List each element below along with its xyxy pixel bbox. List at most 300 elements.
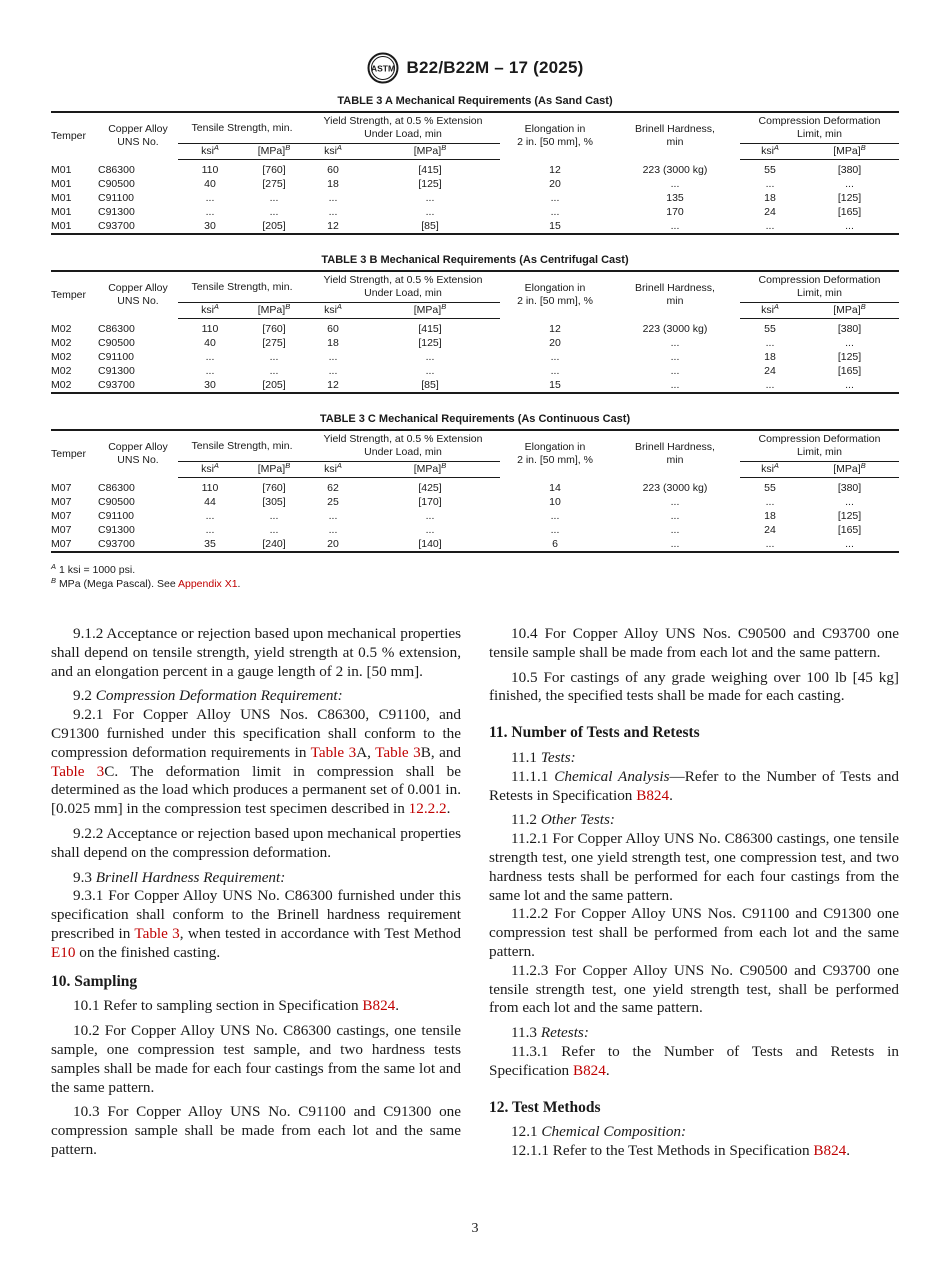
cell-compression-ksi: ... <box>740 537 800 552</box>
header-compression-line2: Limit, min <box>797 287 842 299</box>
cell-tensile-mpa: ... <box>269 206 279 218</box>
header-alloy-line2: UNS No. <box>117 454 159 467</box>
cell-tensile-ksi: ... <box>205 524 215 536</box>
cell-elongation: ... <box>550 524 560 536</box>
cell-brinell: ... <box>610 378 740 393</box>
cell-temper: M01 <box>51 192 72 204</box>
text-run: —Refer to the Number of Tests and Retests in Specification <box>489 767 900 804</box>
header-brinell <box>610 112 740 160</box>
cell-compression-ksi: 18 <box>764 351 776 363</box>
text-run: 9.3.1 For Copper Alloy UNS No. C86300 furnished under this specification shall conform to the Brinell hardness requirement prescribed in <box>51 887 461 942</box>
unit-mpa: [MPa] <box>833 145 861 157</box>
table-row <box>51 191 899 205</box>
unit-ksi: ksi <box>201 145 214 157</box>
header-compression-line1: Compression Deformation <box>758 115 881 127</box>
page-number: 3 <box>471 1221 479 1236</box>
cell-yield-ksi: 25 <box>327 496 339 508</box>
table-row <box>51 160 899 178</box>
unit-mpa: [MPa] <box>413 145 442 157</box>
cell-alloy: C93700 <box>98 219 178 234</box>
table-3b <box>51 254 899 394</box>
table-caption: TABLE 3 C Mechanical Requirements (As Continuous Cast) <box>319 413 631 425</box>
cell-tensile-mpa: ... <box>269 192 279 204</box>
text-run: . <box>605 1061 610 1079</box>
cell-yield-ksi: 18 <box>327 178 339 190</box>
cell-tensile-ksi: 40 <box>204 178 216 190</box>
header-elongation <box>500 271 610 319</box>
header-yield <box>306 430 500 462</box>
header-compression <box>740 271 899 303</box>
footnote-mark-b: B <box>441 302 447 311</box>
header-tensile-label: Tensile Strength, min. <box>191 439 293 452</box>
paragraph-9-1-2: 9.1.2 Acceptance or rejection based upon mechanical properties shall depend on tensile strength, yield strength at 0.5 % extension, and an elongation percent in a gauge length of 2 in. [50 mm]. <box>51 625 461 680</box>
header-elongation-line1: Elongation in <box>524 282 586 295</box>
table-row <box>51 336 899 350</box>
section-number: 11.1 <box>511 748 538 766</box>
cell-compression-mpa: [125] <box>837 510 862 522</box>
footnote-a-mark: A <box>51 562 57 571</box>
header-yield-line1: Yield Strength, at 0.5 % Extension <box>323 433 483 445</box>
subheader-mpa <box>242 303 306 319</box>
paragraph-9-3-1 <box>51 887 461 962</box>
cell-yield-ksi: ... <box>328 510 338 522</box>
header-alloy-line1: Copper Alloy <box>108 123 168 136</box>
table-3c <box>51 413 899 553</box>
cell-temper: M02 <box>51 365 72 377</box>
cell-yield-mpa: ... <box>425 351 435 363</box>
footnote-b-text: MPa (Mega Pascal). See <box>58 578 178 590</box>
cell-tensile-mpa: ... <box>269 365 279 377</box>
cell-alloy: C91300 <box>98 524 135 536</box>
table-row <box>51 319 899 337</box>
cell-alloy: C86300 <box>98 322 135 335</box>
e10-link[interactable]: E10 <box>51 943 76 961</box>
table-row <box>51 537 899 552</box>
subheader-ksi <box>306 462 360 478</box>
section-11-2-heading <box>489 811 899 830</box>
unit-mpa: [MPa] <box>413 304 442 316</box>
section-number: 9.3 <box>73 868 92 886</box>
text-run: A, <box>356 743 376 761</box>
cell-compression-mpa: [125] <box>837 192 862 204</box>
unit-ksi: ksi <box>761 304 774 316</box>
section-title: Retests: <box>540 1024 589 1042</box>
cell-tensile-ksi: 110 <box>201 323 219 335</box>
footnote-mark-a: A <box>336 302 342 311</box>
cell-brinell: 223 (3000 kg) <box>642 322 708 335</box>
unit-mpa: [MPa] <box>257 304 286 316</box>
cell-yield-mpa: ... <box>425 206 435 218</box>
cell-tensile-mpa: [760] <box>262 164 286 176</box>
header-alloy-line1: Copper Alloy <box>108 441 168 454</box>
cell-temper: M02 <box>51 322 72 335</box>
header-brinell-line1: Brinell Hardness, <box>635 282 715 295</box>
cell-tensile-ksi: ... <box>205 351 215 363</box>
cell-alloy: C86300 <box>98 163 135 176</box>
header-tensile <box>178 430 306 462</box>
cell-alloy: C91100 <box>98 510 135 522</box>
subheader-ksi <box>178 303 242 319</box>
cell-yield-ksi: 60 <box>327 323 339 335</box>
cell-temper: M01 <box>51 163 72 176</box>
footnote-a <box>51 563 240 577</box>
section-number: 12.1 <box>511 1123 538 1141</box>
cell-tensile-mpa: ... <box>269 510 279 522</box>
footnote-mark-a: A <box>213 461 219 470</box>
header-tensile <box>178 271 306 303</box>
header-brinell-line1: Brinell Hardness, <box>635 441 715 454</box>
cell-yield-ksi: ... <box>328 206 338 218</box>
subheader-mpa <box>360 144 500 160</box>
section-number: 11.1.1 <box>511 767 549 785</box>
cell-compression-ksi: 55 <box>764 164 776 176</box>
cell-elongation: ... <box>550 510 560 522</box>
cell-brinell: 223 (3000 kg) <box>642 163 708 176</box>
section-11-3-heading <box>489 1024 899 1043</box>
cell-yield-ksi: 18 <box>327 337 339 349</box>
footnote-mark-b: B <box>441 143 447 152</box>
header-elongation-line2: 2 in. [50 mm], % <box>517 295 593 308</box>
cell-temper: M07 <box>51 510 72 522</box>
section-9-2-heading <box>51 687 461 706</box>
section-11-1-heading <box>489 749 899 768</box>
subheader-mpa <box>800 144 899 160</box>
header-alloy <box>98 430 178 478</box>
table-row <box>51 523 899 537</box>
unit-ksi: ksi <box>324 463 337 475</box>
text-run: . <box>669 786 673 804</box>
unit-ksi: ksi <box>324 304 337 316</box>
cell-yield-ksi: 60 <box>327 164 339 176</box>
cell-tensile-mpa: [240] <box>242 537 306 552</box>
footnote-mark-b: B <box>860 143 866 152</box>
unit-mpa: [MPa] <box>833 463 861 475</box>
cell-yield-mpa: ... <box>425 510 435 522</box>
header-tensile <box>178 112 306 144</box>
section-10-heading: 10. Sampling <box>51 972 138 990</box>
section-title: Other Tests: <box>540 811 615 829</box>
section-11-heading: 11. Number of Tests and Retests <box>489 724 700 742</box>
cell-alloy: C91300 <box>98 206 135 218</box>
subheader-ksi <box>740 144 800 160</box>
header-brinell-line1: Brinell Hardness, <box>635 123 715 136</box>
cell-temper: M01 <box>51 219 98 234</box>
document-header <box>0 50 950 86</box>
header-alloy-line2: UNS No. <box>117 295 159 308</box>
cell-yield-mpa: [140] <box>360 537 500 552</box>
subheader-mpa <box>242 144 306 160</box>
section-title: Chemical Analysis <box>554 767 670 785</box>
cell-compression-ksi: ... <box>740 219 800 234</box>
cell-elongation: ... <box>550 192 560 204</box>
cell-brinell: ... <box>610 537 740 552</box>
cell-temper: M02 <box>51 351 72 363</box>
cell-compression-mpa: ... <box>800 537 899 552</box>
cell-yield-ksi: ... <box>328 365 338 377</box>
cell-compression-ksi: 24 <box>764 206 776 218</box>
cell-elongation: ... <box>550 365 560 377</box>
cell-compression-ksi: ... <box>765 496 775 508</box>
text-run: on the finished casting. <box>75 943 221 961</box>
paragraph-10-4: 10.4 For Copper Alloy UNS Nos. C90500 and C93700 one tensile sample shall be made from each lot and the same pattern. <box>489 625 899 661</box>
cell-compression-mpa: ... <box>845 178 854 190</box>
cell-compression-mpa: [380] <box>837 482 862 494</box>
b824-link[interactable]: B824 <box>362 997 396 1015</box>
cell-compression-ksi: 24 <box>764 524 776 536</box>
cell-tensile-mpa: ... <box>269 524 279 536</box>
text-run: 12.1.1 Refer to the Test Methods in Specification <box>511 1142 814 1160</box>
cell-compression-mpa: [165] <box>837 206 862 218</box>
cell-tensile-ksi: 30 <box>178 378 242 393</box>
b824-link[interactable]: B824 <box>636 786 670 804</box>
cell-temper: M07 <box>51 537 98 552</box>
table-3a <box>51 95 899 235</box>
table-row <box>51 350 899 364</box>
cell-tensile-ksi: 35 <box>178 537 242 552</box>
cell-temper: M01 <box>51 206 72 218</box>
table-row <box>51 205 899 219</box>
cell-compression-mpa: ... <box>845 496 854 508</box>
table-row <box>51 177 899 191</box>
unit-mpa: [MPa] <box>257 463 286 475</box>
paragraph-11-2-2: 11.2.2 For Copper Alloy UNS Nos. C91100 and C91300 one compression test shall be performed from each lot and the same pattern. <box>489 905 899 960</box>
subheader-ksi <box>178 462 242 478</box>
cell-elongation: 20 <box>549 178 561 190</box>
cell-compression-ksi: 55 <box>764 323 776 335</box>
text-run: , when tested in accordance with Test Method <box>179 924 461 942</box>
cell-yield-mpa: ... <box>425 524 435 536</box>
header-alloy <box>98 271 178 319</box>
header-yield <box>306 271 500 303</box>
paragraph-9-2-2: 9.2.2 Acceptance or rejection based upon mechanical properties shall depend on the compression deformation. <box>51 824 461 861</box>
section-9-3-heading <box>51 869 461 888</box>
cell-yield-mpa: [415] <box>418 164 442 176</box>
footnote-mark-a: A <box>213 143 219 152</box>
subheader-ksi <box>740 462 800 478</box>
cell-yield-ksi: 20 <box>306 537 360 552</box>
table-3-link[interactable]: Table 3 <box>375 743 421 761</box>
footnote-b-mark: B <box>51 576 57 585</box>
cell-temper: M07 <box>51 496 72 508</box>
footnote-mark-b: B <box>860 302 866 311</box>
unit-mpa: [MPa] <box>413 463 442 475</box>
appendix-x1-link[interactable]: Appendix X1 <box>178 578 238 590</box>
cell-compression-mpa: [125] <box>837 351 862 363</box>
footnote-mark-b: B <box>285 143 291 152</box>
cell-brinell: ... <box>670 524 680 536</box>
cell-alloy: C93700 <box>98 537 178 552</box>
subheader-ksi <box>740 303 800 319</box>
header-compression-line2: Limit, min <box>797 128 842 140</box>
cell-brinell: ... <box>670 178 680 190</box>
header-brinell <box>610 271 740 319</box>
header-tensile-label: Tensile Strength, min. <box>191 280 293 293</box>
text-run: B, and <box>420 743 462 761</box>
astm-logo-text: ASTM <box>370 63 395 74</box>
header-temper-label: Temper <box>51 129 87 142</box>
cell-tensile-ksi: 40 <box>204 337 216 349</box>
unit-ksi: ksi <box>324 145 337 157</box>
footnote-mark-a: A <box>213 302 219 311</box>
cell-compression-ksi: 24 <box>764 365 776 377</box>
subheader-ksi <box>178 144 242 160</box>
cell-brinell: ... <box>670 496 680 508</box>
header-elongation <box>500 112 610 160</box>
footnote-mark-a: A <box>336 461 342 470</box>
cell-alloy: C90500 <box>98 496 135 508</box>
table-caption: TABLE 3 A Mechanical Requirements (As Sand Cast) <box>337 95 613 107</box>
header-compression-line2: Limit, min <box>797 446 842 458</box>
section-number: 11.2 <box>511 811 538 829</box>
header-yield-line1: Yield Strength, at 0.5 % Extension <box>323 274 483 286</box>
left-text-column <box>51 625 461 1160</box>
cell-temper: M07 <box>51 524 72 536</box>
cell-elongation: 15 <box>500 219 610 234</box>
subheader-mpa <box>360 303 500 319</box>
text-run: . <box>846 1142 851 1160</box>
b824-link[interactable]: B824 <box>572 1061 606 1079</box>
cell-yield-mpa: [425] <box>418 482 442 494</box>
cell-tensile-ksi: ... <box>205 206 215 218</box>
section-12-heading: 12. Test Methods <box>489 1098 601 1116</box>
header-elongation-line1: Elongation in <box>524 123 586 136</box>
cell-yield-ksi: ... <box>328 351 338 363</box>
paragraph-10-3: 10.3 For Copper Alloy UNS No. C91100 and C91300 one compression sample shall be made from each lot and the same pattern. <box>51 1103 461 1158</box>
cell-yield-mpa: [85] <box>360 378 500 393</box>
cell-compression-ksi: 55 <box>764 482 776 494</box>
cell-yield-mpa: [170] <box>418 496 442 508</box>
cell-compression-mpa: ... <box>800 219 899 234</box>
cell-yield-ksi: 12 <box>306 219 360 234</box>
text-run: 9.2.1 For Copper Alloy UNS Nos. C86300, C91100, and C91300 furnished under this specification shall conform to the compression deformation requirements in <box>51 706 461 761</box>
unit-ksi: ksi <box>761 145 774 157</box>
header-compression-line1: Compression Deformation <box>758 433 881 445</box>
cell-temper: M07 <box>51 481 72 494</box>
table-footnotes <box>51 563 240 591</box>
header-brinell-line2: min <box>666 136 684 149</box>
section-title: Tests: <box>540 748 576 766</box>
cell-tensile-ksi: 30 <box>178 219 242 234</box>
cell-yield-mpa: [415] <box>418 323 442 335</box>
header-elongation-line1: Elongation in <box>524 441 586 454</box>
cell-temper: M02 <box>51 378 98 393</box>
header-yield <box>306 112 500 144</box>
b824-link[interactable]: B824 <box>813 1142 847 1160</box>
table-3-link[interactable]: Table 3 <box>310 743 357 761</box>
section-number: 9.2 <box>73 687 92 705</box>
cell-compression-ksi: 18 <box>764 192 776 204</box>
paragraph-11-2-1: 11.2.1 For Copper Alloy UNS No. C86300 castings, one tensile strength test, one yield strength test, one compression test, and two hardness tests shall be performed for each four castings from the same lot and the same pattern. <box>489 830 899 904</box>
cell-brinell: 170 <box>666 206 684 218</box>
cell-yield-ksi: 62 <box>327 482 339 494</box>
cell-compression-ksi: 18 <box>764 510 776 522</box>
table-row <box>51 495 899 509</box>
header-yield-line2: Under Load, min <box>364 128 442 140</box>
header-elongation <box>500 430 610 478</box>
cell-yield-mpa: ... <box>425 365 435 377</box>
header-brinell <box>610 430 740 478</box>
paragraph-10-1 <box>51 997 461 1016</box>
table-row <box>51 364 899 378</box>
cell-alloy: C90500 <box>98 337 135 349</box>
subheader-mpa <box>360 462 500 478</box>
cell-compression-mpa: ... <box>800 378 899 393</box>
cell-tensile-ksi: 110 <box>201 482 219 494</box>
cell-tensile-ksi: 44 <box>204 496 216 508</box>
mechanical-requirements-table <box>51 111 899 235</box>
subheader-mpa <box>800 303 899 319</box>
header-alloy-line1: Copper Alloy <box>108 282 168 295</box>
subheader-mpa <box>800 462 899 478</box>
cell-brinell: 135 <box>666 192 684 204</box>
cell-alloy: C91100 <box>98 192 135 204</box>
header-yield-line1: Yield Strength, at 0.5 % Extension <box>323 115 483 127</box>
text-run: . <box>446 800 451 818</box>
subheader-ksi <box>306 303 360 319</box>
cell-alloy: C91100 <box>98 351 135 363</box>
footnote-b-end: . <box>237 578 241 590</box>
table-row <box>51 378 899 393</box>
footnote-mark-a: A <box>773 302 779 311</box>
unit-mpa: [MPa] <box>257 145 286 157</box>
unit-mpa: [MPa] <box>833 304 861 316</box>
header-brinell-line2: min <box>666 295 684 308</box>
subheader-ksi <box>306 144 360 160</box>
cell-compression-mpa: ... <box>845 337 854 349</box>
cell-compression-mpa: [165] <box>837 365 862 377</box>
cell-elongation: 15 <box>500 378 610 393</box>
cell-tensile-mpa: [760] <box>262 323 286 335</box>
cell-alloy: C93700 <box>98 378 178 393</box>
header-compression <box>740 430 899 462</box>
text-run: . <box>395 997 400 1015</box>
section-title: Chemical Composition: <box>541 1123 687 1141</box>
cell-elongation: 14 <box>549 481 561 494</box>
table-3-link[interactable]: Table 3 <box>51 762 105 780</box>
table-row <box>51 219 899 234</box>
header-temper <box>51 112 98 160</box>
cell-compression-ksi: ... <box>765 337 775 349</box>
unit-ksi: ksi <box>761 463 774 475</box>
header-temper <box>51 430 98 478</box>
footnote-mark-a: A <box>336 143 342 152</box>
text-run: 11.3.1 Refer to the Number of Tests and Retests in Specification <box>489 1042 899 1079</box>
header-compression-line1: Compression Deformation <box>758 274 881 286</box>
footnote-mark-b: B <box>441 461 447 470</box>
cell-brinell: ... <box>610 219 740 234</box>
paragraph-9-2-1 <box>51 706 461 819</box>
footnote-mark-b: B <box>285 461 291 470</box>
section-title: Compression Deformation Requirement: <box>95 687 343 705</box>
cell-elongation: 12 <box>549 322 561 335</box>
paragraph-10-5: 10.5 For castings of any grade weighing over 100 lb [45 kg] finished, the specified tests shall be made for each casting. <box>489 668 899 705</box>
table-row <box>51 478 899 496</box>
cell-yield-mpa: [125] <box>418 178 442 190</box>
cell-tensile-ksi: ... <box>205 510 215 522</box>
header-alloy <box>98 112 178 160</box>
cell-temper: M01 <box>51 178 72 190</box>
cell-brinell: 223 (3000 kg) <box>642 481 708 494</box>
table-3-link[interactable]: Table 3 <box>134 924 180 942</box>
cell-elongation: 20 <box>549 337 561 349</box>
cell-compression-ksi: ... <box>765 178 775 190</box>
cell-elongation: 12 <box>549 163 561 176</box>
cell-tensile-mpa: ... <box>269 351 279 363</box>
mechanical-requirements-table <box>51 429 899 553</box>
cell-tensile-mpa: [275] <box>262 337 286 349</box>
astm-logo-icon <box>367 52 399 84</box>
section-12-2-2-link[interactable]: 12.2.2 <box>408 800 447 818</box>
